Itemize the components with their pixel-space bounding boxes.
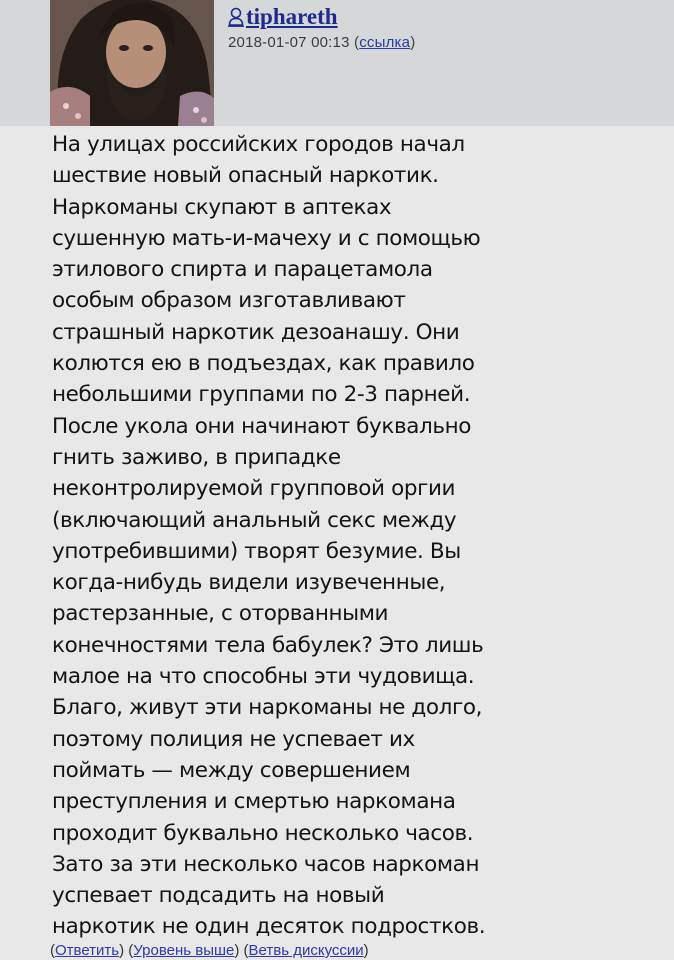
avatar-photo: [50, 0, 214, 126]
parent-link[interactable]: Уровень выше: [133, 942, 235, 959]
timestamp-row: 2018-01-07 00:13 (ссылка): [228, 34, 416, 51]
body-line: небольшими группами по 2-3 парней.: [52, 382, 471, 408]
body-line: колются ею в подъездах, как правило: [52, 351, 475, 377]
timestamp: 2018-01-07 00:13: [228, 34, 350, 51]
body-line: конечностями тела бабулек? Это лишь: [52, 632, 484, 658]
body-line: На улицах российских городов начал: [52, 132, 465, 157]
username-link[interactable]: tiphareth: [246, 4, 338, 29]
body-line: преступления и смертью наркомана: [52, 789, 456, 815]
body-line: страшный наркотик дезоанашу. Они: [52, 319, 460, 345]
body-line: Зато за эти несколько часов наркоман: [52, 851, 480, 877]
body-line: Наркоманы скупают в аптеках: [52, 194, 392, 220]
comment-body: [52, 129, 662, 943]
username-row: [228, 4, 415, 30]
comment-actions: (Ответить) (Уровень выше) (Ветвь дискуссии): [50, 942, 369, 959]
body-line: шествие новый опасный наркотик.: [52, 163, 439, 189]
body-line: неконтролируемой групповой оргии: [52, 476, 456, 502]
body-line: После укола они начинают буквально: [52, 413, 472, 439]
body-line: когда-нибудь видели изувеченные,: [52, 570, 446, 596]
body-line: (включающий анальный секс между: [52, 507, 457, 533]
thread-link[interactable]: Ветвь дискуссии: [248, 942, 364, 959]
body-line: проходит буквально несколько часов.: [52, 820, 474, 846]
body-line: успевает подсадить на новый: [52, 883, 385, 909]
body-line: поймать — между совершением: [52, 757, 411, 783]
comment-header: [0, 0, 674, 126]
body-line: малое на что способны эти чудовища.: [52, 664, 475, 690]
permalink[interactable]: ссылка: [359, 34, 411, 51]
comment-meta: [228, 4, 415, 51]
body-line: сушенную мать-и-мачеху и с помощью: [52, 225, 481, 251]
body-line: этилового спирта и парацетамола: [52, 257, 433, 283]
body-line: поэтому полиция не успевает их: [52, 726, 415, 752]
avatar[interactable]: [50, 0, 214, 126]
body-line: наркотик не один десяток подростков.: [52, 914, 486, 940]
body-line: особым образом изготавливают: [52, 288, 406, 314]
body-line: употребившими) творят безумие. Вы: [52, 538, 461, 564]
reply-link[interactable]: Ответить: [55, 942, 120, 959]
body-line: растерзанные, с оторванными: [52, 601, 389, 627]
body-line: Благо, живут эти наркоманы не долго,: [52, 695, 483, 721]
user-head-icon[interactable]: [228, 7, 244, 27]
body-line: гнить заживо, в припадке: [52, 444, 341, 470]
